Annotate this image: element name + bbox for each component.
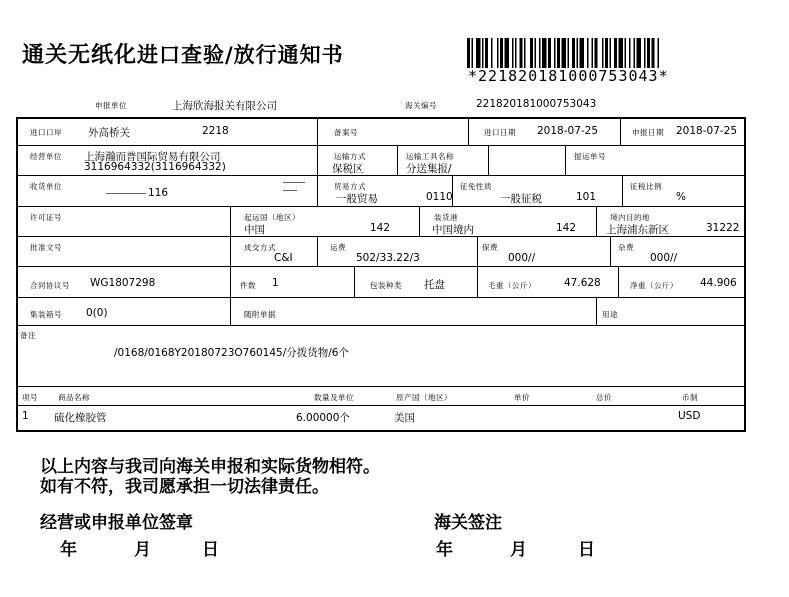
date-month-left: 月 <box>134 540 151 560</box>
barcode-bar <box>520 38 523 68</box>
barcode-bar <box>634 38 636 68</box>
operator-label: 经营单位 <box>30 152 62 161</box>
barcode-bar <box>485 38 488 68</box>
barcode-bar <box>592 38 594 68</box>
port-code: 2218 <box>202 125 229 137</box>
vehicle-label: 运输工具名称 <box>406 152 454 161</box>
barcode-bar <box>500 38 503 68</box>
levy-code: 101 <box>576 191 597 203</box>
remarks-label: 备注 <box>20 331 36 340</box>
approval-label: 批准文号 <box>30 243 62 252</box>
freight-value: 502/33.22/3 <box>356 252 420 264</box>
barcode <box>467 38 710 68</box>
goods-col-name: 商品名称 <box>58 393 90 402</box>
terms-value: C&I <box>274 252 293 264</box>
misc-label: 杂费 <box>618 243 634 252</box>
goods-name: 硫化橡胶管 <box>54 412 107 424</box>
dest-label: 境内目的地 <box>610 213 650 222</box>
barcode-bar <box>625 38 627 68</box>
date-year-left: 年 <box>60 540 77 560</box>
barcode-bar <box>595 38 598 68</box>
declare-date-value: 2018-07-25 <box>676 125 738 137</box>
goods-currency: USD <box>678 410 701 422</box>
bill-label: 提运单号 <box>574 152 606 161</box>
goods-col-unit-price: 单价 <box>514 393 530 402</box>
date-month-right: 月 <box>510 540 527 560</box>
package-label: 包装种类 <box>370 281 402 290</box>
insurance-value: 000// <box>508 252 536 264</box>
net-weight-value: 44.906 <box>700 277 737 289</box>
port-loading-label: 装货港 <box>434 213 458 222</box>
goods-origin: 美国 <box>394 412 415 424</box>
date-day-left: 日 <box>202 540 219 560</box>
net-weight-label: 净重（公斤） <box>630 281 678 290</box>
goods-col-total: 总价 <box>596 393 612 402</box>
barcode-bar <box>524 38 526 68</box>
barcode-bar <box>472 38 474 68</box>
import-date-label: 进口日期 <box>484 128 516 137</box>
goods-no: 1 <box>22 410 29 422</box>
origin-country-code: 142 <box>370 222 391 234</box>
date-year-right: 年 <box>436 540 453 560</box>
barcode-bar <box>542 38 547 68</box>
trade-code: 0110 <box>426 191 453 203</box>
barcode-bar <box>610 38 612 68</box>
docs-label: 随附单据 <box>244 310 276 319</box>
pieces-label: 件数 <box>240 281 256 290</box>
barcode-bar <box>515 38 517 68</box>
redaction-mark <box>283 182 305 183</box>
consignee-value: 116 <box>148 187 169 199</box>
trade-value: 一般贸易 <box>336 193 378 205</box>
barcode-bar <box>482 38 484 68</box>
transport-label: 运输方式 <box>334 152 366 161</box>
container-label: 集装箱号 <box>30 310 62 319</box>
barcode-bar <box>658 38 660 68</box>
date-day-right: 日 <box>578 540 595 560</box>
title-rest: 进口查验/放行通知书 <box>137 42 344 67</box>
barcode-bar <box>562 38 567 68</box>
dest-value: 上海浦东新区 <box>606 224 669 236</box>
barcode-bar <box>512 38 514 68</box>
contract-label: 合同协议号 <box>30 281 70 290</box>
page-title <box>22 38 344 69</box>
use-label: 用途 <box>602 310 618 319</box>
sign-left-label: 经营或申报单位签章 <box>40 513 193 533</box>
trade-label: 贸易方式 <box>334 182 366 191</box>
goods-qty: 6.00000个 <box>296 412 350 424</box>
goods-col-no: 项号 <box>22 393 38 402</box>
port-value: 外高桥关 <box>88 127 130 139</box>
barcode-bar <box>587 38 589 68</box>
import-date-value: 2018-07-25 <box>537 125 599 137</box>
gross-weight-value: 47.628 <box>564 277 601 289</box>
declarer-value: 上海欣海报关有限公司 <box>172 100 277 112</box>
barcode-number: *2218201810007530​43* <box>468 67 669 85</box>
container-value: 0(0) <box>86 307 108 319</box>
levy-value: 一般征税 <box>500 193 542 205</box>
goods-col-currency: 币制 <box>682 393 698 402</box>
statement-line-2: 如有不符，我司愿承担一切法律责任。 <box>40 477 329 497</box>
goods-col-qty: 数量及单位 <box>314 393 354 402</box>
entry-no-value: 221820181000753043 <box>476 98 597 110</box>
barcode-bar <box>557 38 560 68</box>
barcode-bar <box>548 38 551 68</box>
terms-label: 成交方式 <box>244 243 276 252</box>
barcode-bar <box>568 38 570 68</box>
goods-col-origin: 原产国（地区） <box>396 393 452 402</box>
operator-value: 上海瀚而普国际贸易有限公司 <box>84 151 221 163</box>
barcode-bar <box>505 38 510 68</box>
barcode-bar <box>652 38 655 68</box>
remarks-value: /0168/0168Y20180723O760145/分拨货物/6个 <box>114 347 349 359</box>
levy-label: 征免性质 <box>460 182 492 191</box>
barcode-bar <box>491 38 493 68</box>
port-loading-code: 142 <box>556 222 577 234</box>
barcode-bar <box>580 38 585 68</box>
levy-ratio-label: 征税比例 <box>630 182 662 191</box>
license-label: 许可证号 <box>30 213 62 222</box>
freight-label: 运费 <box>330 243 346 252</box>
operator-code: 3116964332(3116964332) <box>84 161 226 173</box>
package-value: 托盘 <box>424 279 445 291</box>
insurance-label: 保费 <box>482 243 498 252</box>
barcode-bar <box>497 38 499 68</box>
statement-line-1: 以上内容与我司向海关申报和实际货物相符。 <box>40 457 380 477</box>
misc-value: 000// <box>650 252 678 264</box>
barcode-bar <box>572 38 575 68</box>
vehicle-value: 分送集报/ <box>406 163 452 175</box>
barcode-bar <box>637 38 642 68</box>
redaction-mark <box>283 190 297 191</box>
barcode-bar <box>644 38 646 68</box>
redaction-mark <box>106 193 146 194</box>
gross-weight-label: 毛重（公斤） <box>488 281 536 290</box>
declare-date-label: 申报日期 <box>632 128 664 137</box>
dest-code: 31222 <box>706 222 740 234</box>
port-label: 进口口岸 <box>30 128 62 137</box>
barcode-bar <box>539 38 541 68</box>
barcode-bar <box>535 38 537 68</box>
barcode-bar <box>602 38 604 68</box>
origin-country-value: 中国 <box>244 224 265 236</box>
barcode-bar <box>467 38 470 68</box>
record-label: 备案号 <box>334 128 358 137</box>
sign-right-label: 海关签注 <box>434 513 502 533</box>
barcode-bar <box>629 38 631 68</box>
barcode-bar <box>476 38 481 68</box>
entry-no-label: 海关编号 <box>405 101 437 110</box>
declarer-label: 申报单位 <box>95 101 127 110</box>
barcode-bar <box>614 38 617 68</box>
consignee-label: 收货单位 <box>30 182 62 191</box>
barcode-bar <box>530 38 533 68</box>
port-loading-value: 中国境内 <box>432 224 474 236</box>
contract-value: WG1807298 <box>90 277 156 289</box>
barcode-bar <box>554 38 556 68</box>
barcode-bar <box>619 38 624 68</box>
transport-value: 保税区 <box>332 163 364 175</box>
barcode-bar <box>577 38 579 68</box>
origin-country-label: 起运国（地区） <box>244 213 300 222</box>
barcode-bar <box>605 38 608 68</box>
pieces-value: 1 <box>272 277 279 289</box>
levy-ratio-value: % <box>676 191 686 203</box>
barcode-bar <box>647 38 650 68</box>
title-bold: 通关无纸化 <box>22 42 138 68</box>
